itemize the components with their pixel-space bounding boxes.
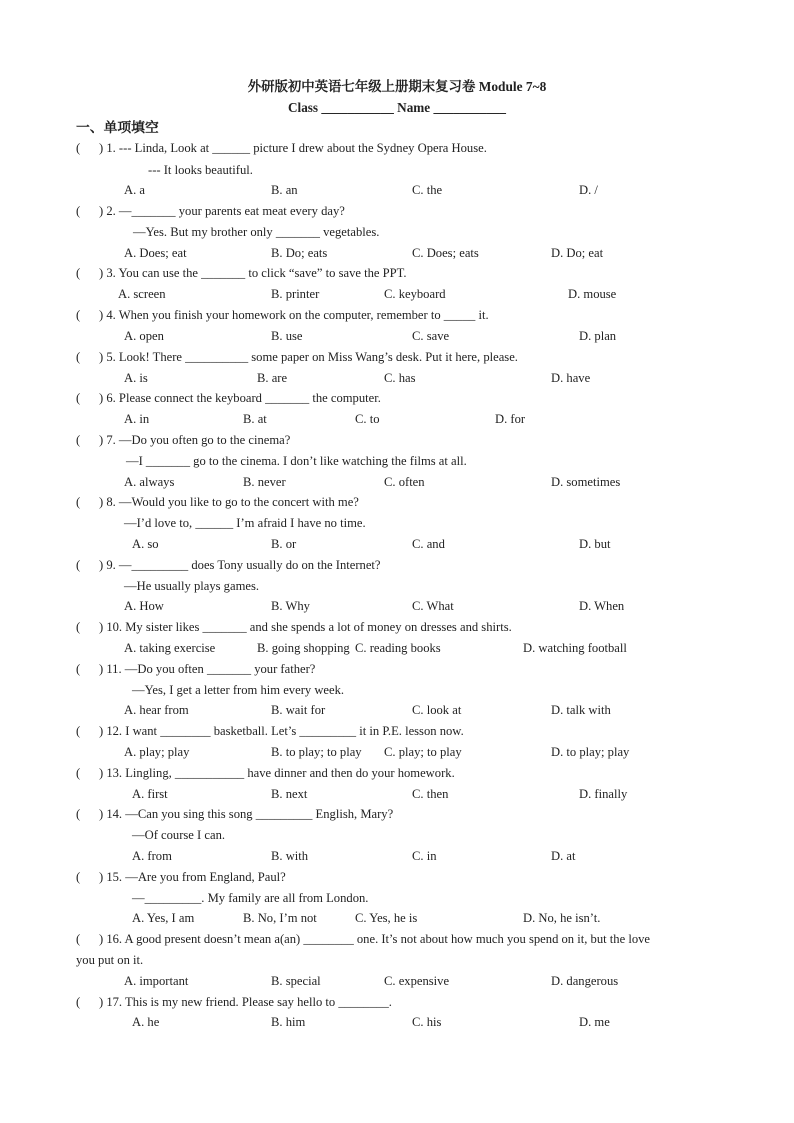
- option-a[interactable]: A. always: [124, 475, 175, 489]
- answer-bracket-open: (: [76, 391, 81, 405]
- option-d[interactable]: D. to play; play: [551, 745, 630, 759]
- question-stem: ) 7. —Do you often go to the cinema?: [99, 433, 291, 447]
- option-d[interactable]: D. dangerous: [551, 974, 619, 988]
- option-b[interactable]: B. him: [271, 1015, 306, 1029]
- option-d[interactable]: D. but: [579, 537, 611, 551]
- option-a[interactable]: A. taking exercise: [124, 641, 216, 655]
- option-d[interactable]: D. /: [579, 183, 598, 197]
- answer-bracket-open: (: [76, 995, 81, 1009]
- question-stem: ) 11. —Do you often _______ your father?: [99, 662, 316, 676]
- option-a[interactable]: A. first: [132, 787, 168, 801]
- option-c[interactable]: C. Yes, he is: [355, 911, 418, 925]
- option-c[interactable]: C. save: [412, 329, 450, 343]
- section-title: 一、单项填空: [76, 120, 159, 135]
- answer-bracket-open: (: [76, 495, 81, 509]
- option-d[interactable]: D. mouse: [568, 287, 617, 301]
- option-d[interactable]: D. have: [551, 371, 591, 385]
- answer-bracket-open: (: [76, 204, 81, 218]
- option-d[interactable]: D. plan: [579, 329, 617, 343]
- answer-bracket-open: (: [76, 433, 81, 447]
- option-c[interactable]: C. the: [412, 183, 443, 197]
- option-b[interactable]: B. at: [243, 412, 267, 426]
- answer-bracket-open: (: [76, 266, 81, 280]
- option-b[interactable]: B. next: [271, 787, 308, 801]
- answer-bracket-open: (: [76, 662, 81, 676]
- option-c[interactable]: C. his: [412, 1015, 442, 1029]
- option-b[interactable]: B. are: [257, 371, 288, 385]
- question-continuation: —Yes. But my brother only _______ vegetables.: [133, 225, 380, 239]
- option-c[interactable]: C. then: [412, 787, 449, 801]
- option-c[interactable]: C. and: [412, 537, 445, 551]
- class-name-line: Class ___________ Name ___________: [288, 100, 506, 115]
- option-a[interactable]: A. screen: [118, 287, 166, 301]
- question-stem: ) 8. —Would you like to go to the concert with me?: [99, 495, 359, 509]
- option-b[interactable]: B. No, I’m not: [243, 911, 317, 925]
- question-stem: ) 6. Please connect the keyboard _______ the computer.: [99, 391, 381, 405]
- option-b[interactable]: B. special: [271, 974, 321, 988]
- question-continuation: —I’d love to, ______ I’m afraid I have no time.: [124, 516, 366, 530]
- question-continuation: —I _______ go to the cinema. I don’t like watching the films at all.: [126, 454, 467, 468]
- option-b[interactable]: B. use: [271, 329, 303, 343]
- answer-bracket-open: (: [76, 141, 81, 155]
- question-continuation: —Of course I can.: [132, 828, 226, 842]
- option-a[interactable]: A. is: [124, 371, 148, 385]
- option-b[interactable]: B. going shopping: [257, 641, 350, 655]
- question-stem: ) 5. Look! There __________ some paper on Miss Wang’s desk. Put it here, please.: [99, 350, 518, 364]
- question-stem: ) 3. You can use the _______ to click “save” to save the PPT.: [99, 266, 407, 280]
- option-c[interactable]: C. keyboard: [384, 287, 446, 301]
- question-stem: ) 15. —Are you from England, Paul?: [99, 870, 286, 884]
- option-b[interactable]: B. Why: [271, 599, 310, 613]
- option-d[interactable]: D. sometimes: [551, 475, 621, 489]
- question-stem: ) 13. Lingling, ___________ have dinner and then do your homework.: [99, 766, 455, 780]
- option-d[interactable]: D. Do; eat: [551, 246, 604, 260]
- option-d[interactable]: D. watching football: [523, 641, 627, 655]
- option-d[interactable]: D. at: [551, 849, 576, 863]
- question-stem: ) 12. I want ________ basketball. Let’s _________ it in P.E. lesson now.: [99, 724, 464, 738]
- question-stem: ) 14. —Can you sing this song _________ English, Mary?: [99, 807, 394, 821]
- question-stem: ) 1. --- Linda, Look at ______ picture I drew about the Sydney Opera House.: [99, 141, 487, 155]
- option-a[interactable]: A. play; play: [124, 745, 190, 759]
- option-a[interactable]: A. a: [124, 183, 145, 197]
- option-a[interactable]: A. important: [124, 974, 189, 988]
- option-d[interactable]: D. me: [579, 1015, 610, 1029]
- answer-bracket-open: (: [76, 932, 81, 946]
- question-stem: ) 9. —_________ does Tony usually do on the Internet?: [99, 558, 381, 572]
- question-stem: ) 4. When you finish your homework on the computer, remember to _____ it.: [99, 308, 489, 322]
- option-d[interactable]: D. finally: [579, 787, 628, 801]
- option-b[interactable]: B. to play; to play: [271, 745, 362, 759]
- option-a[interactable]: A. Yes, I am: [132, 911, 195, 925]
- option-a[interactable]: A. open: [124, 329, 164, 343]
- option-a[interactable]: A. How: [124, 599, 164, 613]
- option-b[interactable]: B. wait for: [271, 703, 326, 717]
- option-c[interactable]: C. often: [384, 475, 425, 489]
- option-c[interactable]: C. in: [412, 849, 437, 863]
- question-continuation: --- It looks beautiful.: [148, 163, 253, 177]
- option-b[interactable]: B. an: [271, 183, 298, 197]
- answer-bracket-open: (: [76, 350, 81, 364]
- option-c[interactable]: C. reading books: [355, 641, 441, 655]
- option-c[interactable]: C. look at: [412, 703, 462, 717]
- answer-bracket-open: (: [76, 870, 81, 884]
- question-stem: ) 2. —_______ your parents eat meat every day?: [99, 204, 345, 218]
- question-continuation: you put on it.: [76, 953, 144, 967]
- exam-title: 外研版初中英语七年级上册期末复习卷 Module 7~8: [247, 79, 547, 94]
- option-a[interactable]: A. from: [132, 849, 172, 863]
- option-b[interactable]: B. Do; eats: [271, 246, 328, 260]
- answer-bracket-open: (: [76, 558, 81, 572]
- answer-bracket-open: (: [76, 308, 81, 322]
- question-stem: ) 16. A good present doesn’t mean a(an) ________ one. It’s not about how much you spend on it, but the love: [99, 932, 651, 946]
- option-a[interactable]: A. in: [124, 412, 150, 426]
- option-c[interactable]: C. play; to play: [384, 745, 462, 759]
- option-a[interactable]: A. so: [132, 537, 159, 551]
- question-stem: ) 10. My sister likes _______ and she spends a lot of money on dresses and shirts.: [99, 620, 512, 634]
- option-a[interactable]: A. he: [132, 1015, 160, 1029]
- answer-bracket-open: (: [76, 620, 81, 634]
- answer-bracket-open: (: [76, 807, 81, 821]
- option-b[interactable]: B. or: [271, 537, 297, 551]
- option-c[interactable]: C. to: [355, 412, 380, 426]
- option-a[interactable]: A. hear from: [124, 703, 189, 717]
- answer-bracket-open: (: [76, 766, 81, 780]
- option-c[interactable]: C. expensive: [384, 974, 450, 988]
- option-c[interactable]: C. What: [412, 599, 454, 613]
- question-continuation: —Yes, I get a letter from him every week.: [132, 683, 345, 697]
- option-d[interactable]: D. When: [579, 599, 625, 613]
- option-d[interactable]: D. for: [495, 412, 526, 426]
- option-b[interactable]: B. with: [271, 849, 309, 863]
- question-continuation: —He usually plays games.: [124, 579, 260, 593]
- option-b[interactable]: B. never: [243, 475, 286, 489]
- answer-bracket-open: (: [76, 724, 81, 738]
- option-a[interactable]: A. Does; eat: [124, 246, 187, 260]
- question-stem: ) 17. This is my new friend. Please say hello to ________.: [99, 995, 392, 1009]
- option-d[interactable]: D. talk with: [551, 703, 611, 717]
- question-continuation: —_________. My family are all from London.: [132, 891, 369, 905]
- option-b[interactable]: B. printer: [271, 287, 320, 301]
- option-c[interactable]: C. has: [384, 371, 416, 385]
- option-c[interactable]: C. Does; eats: [412, 246, 479, 260]
- option-d[interactable]: D. No, he isn’t.: [523, 911, 601, 925]
